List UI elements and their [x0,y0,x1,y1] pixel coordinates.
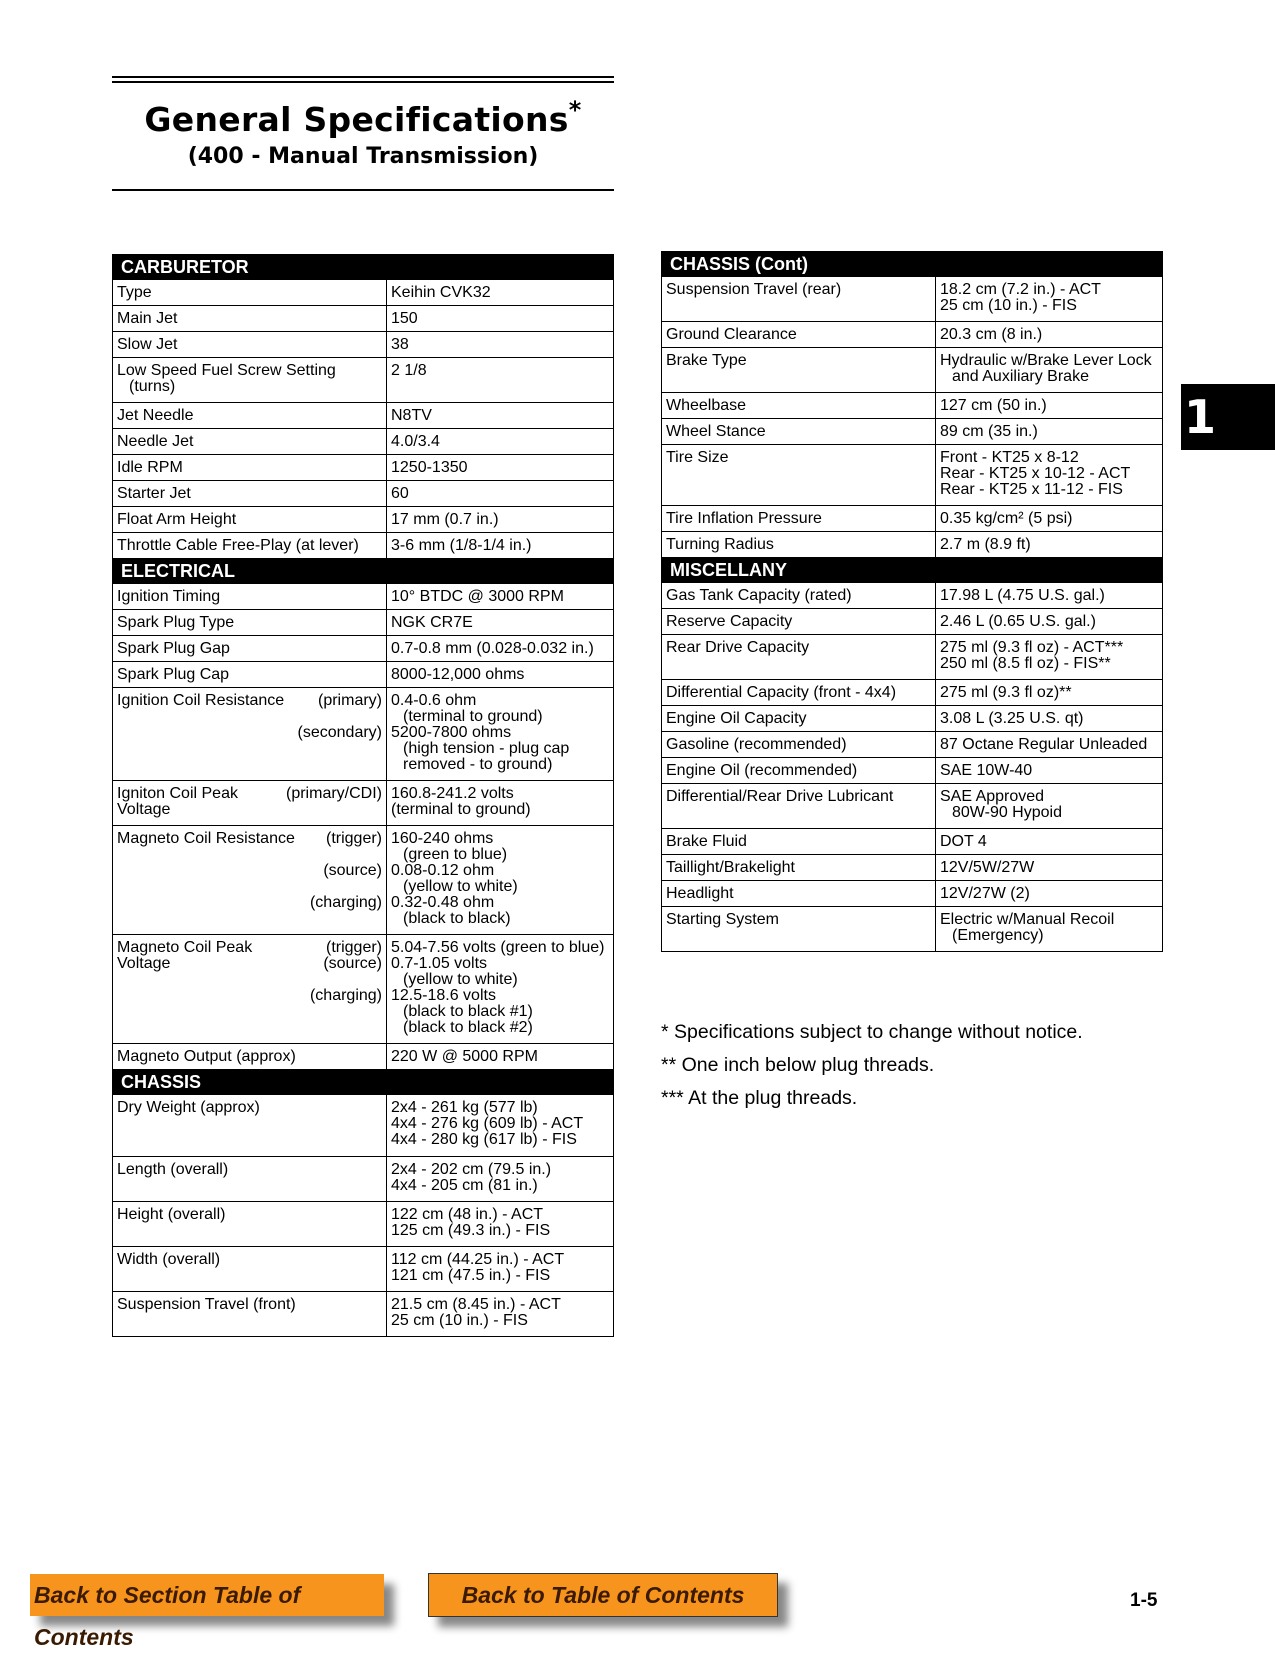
table-row: Ignition Coil Resistance (primary) (secondary) 0.4-0.6 ohm (terminal to ground) 5200-7800 ohms (high tension - plug cap removed - to ground) [113,688,614,781]
table-row: Engine Oil (recommended) SAE 10W-40 [662,758,1163,784]
table-row: Type Keihin CVK32 [113,280,614,306]
top-double-rule-2 [112,81,614,83]
table-row: Spark Plug Gap 0.7-0.8 mm (0.028-0.032 in.) [113,636,614,662]
table-row: Engine Oil Capacity 3.08 L (3.25 U.S. qt) [662,706,1163,732]
footnote-2: ** One inch below plug threads. [661,1054,935,1076]
table-row: Magneto Output (approx) 220 W @ 5000 RPM [113,1044,614,1070]
footnotes [661,1016,1083,1115]
table-row: Starting System Electric w/Manual Recoil (Emergency) [662,907,1163,952]
table-row: Igniton Coil Peak (primary/CDI) Voltage 160.8-241.2 volts (terminal to ground) [113,781,614,826]
table-row: Idle RPM 1250-1350 [113,455,614,481]
table-row: Brake Type Hydraulic w/Brake Lever Lock and Auxiliary Brake [662,348,1163,393]
table-row: Gasoline (recommended) 87 Octane Regular Unleaded [662,732,1163,758]
title-bottom-rule [112,189,614,191]
section-heading-chassis: CHASSIS [113,1070,614,1095]
footnote-3: *** At the plug threads. [661,1087,858,1109]
section-tab: 1 [1181,384,1275,450]
page-title: General Specifications* [144,96,582,139]
table-row: Ignition Timing 10° BTDC @ 3000 RPM [113,584,614,610]
table-row: Needle Jet 4.0/3.4 [113,429,614,455]
table-row: Reserve Capacity 2.46 L (0.65 U.S. gal.) [662,609,1163,635]
table-row: Main Jet 150 [113,306,614,332]
section-heading-miscellany: MISCELLANY [662,558,1163,583]
table-row: Throttle Cable Free-Play (at lever) 3-6 mm (1/8-1/4 in.) [113,533,614,559]
title-asterisk: * [568,96,582,124]
back-to-section-toc-button[interactable]: Back to Section Table of Contents [30,1574,384,1616]
table-row: Tire Inflation Pressure 0.35 kg/cm² (5 psi) [662,506,1163,532]
table-row: Low Speed Fuel Screw Setting (turns) 2 1/8 [113,358,614,403]
table-row: Height (overall) 122 cm (48 in.) - ACT 125 cm (49.3 in.) - FIS [113,1202,614,1247]
section-heading-chassis-cont: CHASSIS (Cont) [662,252,1163,277]
table-row: Jet Needle N8TV [113,403,614,429]
table-row: Magneto Coil Peak (trigger) Voltage (source) (charging) 5.04-7.56 volts (green to blue) 0.7-1.05 volts (yellow to white) 12.5-18.6 volts (black to black #1) (black to black #2) [113,935,614,1044]
footnote-1: * Specifications subject to change without notice. [661,1021,1083,1043]
table-row: Suspension Travel (rear) 18.2 cm (7.2 in.) - ACT 25 cm (10 in.) - FIS [662,277,1163,322]
table-row: Wheel Stance 89 cm (35 in.) [662,419,1163,445]
table-row: Width (overall) 112 cm (44.25 in.) - ACT 121 cm (47.5 in.) - FIS [113,1247,614,1292]
spec-table-left [112,254,614,1337]
spec-table-right [661,251,1163,952]
table-row: Spark Plug Type NGK CR7E [113,610,614,636]
table-row: Starter Jet 60 [113,481,614,507]
back-to-toc-button[interactable]: Back to Table of Contents [428,1573,778,1617]
top-double-rule-1 [112,76,614,78]
section-heading-electrical: ELECTRICAL [113,559,614,584]
table-row: Length (overall) 2x4 - 202 cm (79.5 in.) 4x4 - 205 cm (81 in.) [113,1157,614,1202]
table-row: Brake Fluid DOT 4 [662,829,1163,855]
table-row: Tire Size Front - KT25 x 8-12 Rear - KT25 x 10-12 - ACT Rear - KT25 x 11-12 - FIS [662,445,1163,506]
table-row: Gas Tank Capacity (rated) 17.98 L (4.75 U.S. gal.) [662,583,1163,609]
table-row: Differential Capacity (front - 4x4) 275 ml (9.3 fl oz)** [662,680,1163,706]
table-row: Rear Drive Capacity 275 ml (9.3 fl oz) - ACT*** 250 ml (8.5 fl oz) - FIS** [662,635,1163,680]
table-row: Headlight 12V/27W (2) [662,881,1163,907]
table-row: Float Arm Height 17 mm (0.7 in.) [113,507,614,533]
table-row: Dry Weight (approx) 2x4 - 261 kg (577 lb) 4x4 - 276 kg (609 lb) - ACT 4x4 - 280 kg (617 lb) - FIS [113,1095,614,1157]
table-row: Magneto Coil Resistance (trigger) (source) (charging) 160-240 ohms (green to blue) 0.08-0.12 ohm (yellow to white) 0.32-0.48 ohm (black to black) [113,826,614,935]
table-row: Spark Plug Cap 8000-12,000 ohms [113,662,614,688]
page-number: 1-5 [1130,1590,1158,1611]
table-row: Suspension Travel (front) 21.5 cm (8.45 in.) - ACT 25 cm (10 in.) - FIS [113,1292,614,1337]
section-heading-carburetor: CARBURETOR [113,255,614,280]
table-row: Ground Clearance 20.3 cm (8 in.) [662,322,1163,348]
table-row: Differential/Rear Drive Lubricant SAE Approved 80W-90 Hypoid [662,784,1163,829]
table-row: Wheelbase 127 cm (50 in.) [662,393,1163,419]
table-row: Taillight/Brakelight 12V/5W/27W [662,855,1163,881]
table-row: Slow Jet 38 [113,332,614,358]
table-row: Turning Radius 2.7 m (8.9 ft) [662,532,1163,558]
page-subtitle: (400 - Manual Transmission) [187,144,539,169]
